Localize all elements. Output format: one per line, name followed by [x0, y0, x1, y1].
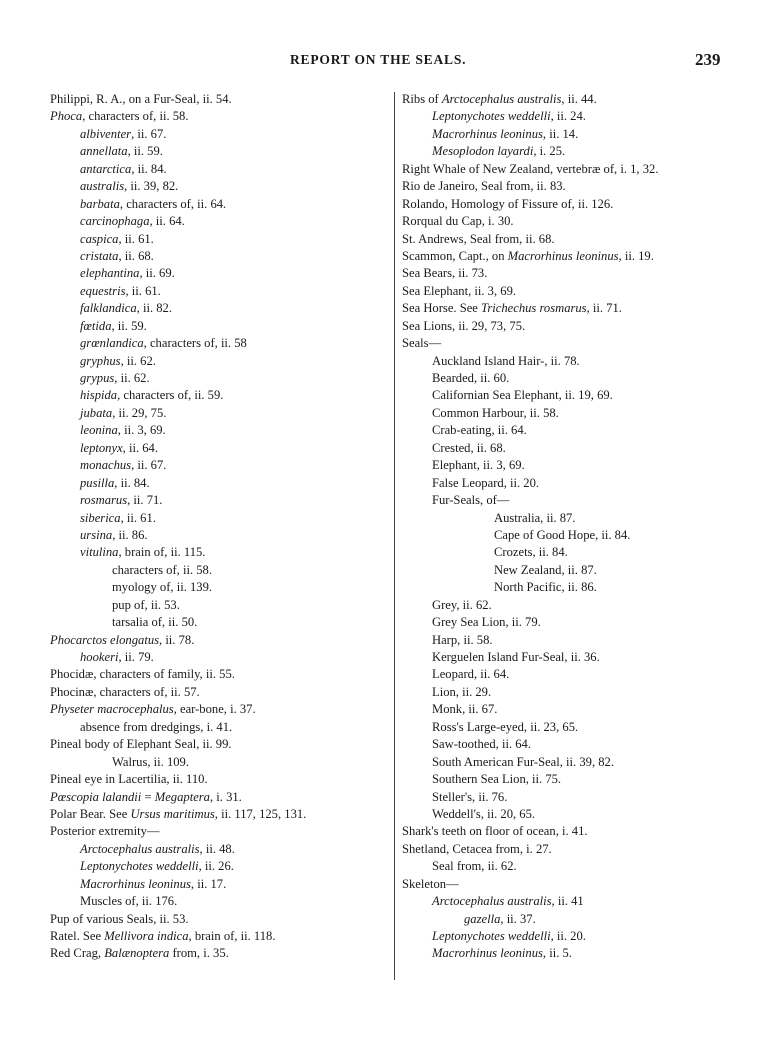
index-entry-text: North Pacific, ii. 86. [494, 580, 597, 595]
index-entry [402, 579, 747, 596]
index-entry-text: , ii. 5. [542, 946, 572, 961]
index-entry-text: Common Harbour, ii. 58. [432, 405, 559, 420]
index-entry-italic-text: Physeter macrocephalus [50, 702, 174, 717]
index-entry-italic-text: Trichechus rosmarus [481, 301, 587, 316]
index-entry-text: Ratel. See [50, 929, 105, 943]
index-entry-text: Seal from, ii. 62. [432, 859, 517, 874]
index-entry [50, 353, 388, 370]
index-entry [402, 823, 747, 840]
index-entry-text: Rorqual du Cap, i. 30. [402, 214, 514, 229]
index-entry-italic-text: antarctica [80, 161, 132, 176]
index-entry-text: , ii. 69. [139, 266, 175, 281]
index-entry-text: , ii. 48. [199, 841, 235, 856]
index-entry-italic-text: Phoca [50, 109, 83, 124]
index-entry [402, 108, 747, 125]
index-entry [402, 213, 747, 230]
index-entry [402, 283, 747, 300]
index-entry-text: Steller's, ii. 76. [432, 789, 508, 804]
index-entry-italic-text: leonina [80, 423, 118, 438]
index-entry-text: Cape of Good Hope, ii. 84. [494, 527, 631, 542]
index-entry-italic-text: Macrorhinus leoninus [507, 248, 619, 263]
index-entry [50, 876, 388, 893]
index-entry-text: Harp, ii. 58. [432, 632, 493, 647]
index-entry-text: Scammon, Capt., on [402, 248, 508, 263]
index-entry-text: Seals— [402, 336, 442, 351]
index-entry [402, 893, 747, 910]
index-entry [402, 405, 747, 422]
index-entry [50, 108, 388, 125]
index-entry-text: Shetland, Cetacea from, i. 27. [402, 841, 552, 856]
index-entry-italic-text: Leptonychotes weddelli [80, 859, 199, 874]
index-entry [50, 283, 388, 300]
index-entry [50, 684, 388, 701]
index-entry-text: Posterior extremity— [50, 824, 160, 839]
index-entry-italic-text: elephantina [80, 266, 140, 281]
index-entry-italic-text: monachus [80, 458, 132, 473]
index-entry-text: , ii. 19. [618, 248, 654, 263]
index-entry-text: Pineal eye in Lacertilia, ii. 110. [50, 772, 208, 787]
index-entry [402, 876, 747, 893]
index-entry [402, 387, 747, 404]
index-entry-text: , ii. 64. [122, 440, 159, 455]
index-entry [402, 492, 747, 509]
page-number: 239 [695, 50, 721, 69]
index-entry-text: Weddell's, ii. 20, 65. [432, 806, 536, 821]
index-entry [50, 544, 388, 561]
index-entry [50, 928, 388, 945]
index-entry-text: , ii. 61. [120, 510, 156, 525]
index-entry-italic-text: Macrorhinus leoninus [80, 876, 191, 891]
index-entry-text: absence from dredgings, i. 41. [80, 719, 233, 734]
index-entry [50, 701, 388, 718]
index-entry [402, 858, 747, 875]
index-entry-text: Philippi, R. A., on a Fur-Seal, ii. 54. [50, 92, 232, 106]
index-entry-text: , ii. 78. [159, 632, 195, 647]
index-entry [50, 579, 388, 596]
index-entry [402, 335, 747, 352]
index-entry-text: Grey Sea Lion, ii. 79. [432, 615, 541, 630]
index-entry-text: from, i. 35. [169, 946, 229, 961]
index-entry-text: Grey, ii. 62. [432, 597, 492, 612]
index-entry-italic-text: Mellivora indica [104, 929, 189, 943]
index-entry [50, 597, 388, 614]
index-entry-text: Pineal body of Elephant Seal, ii. 99. [50, 737, 232, 752]
index-entry [402, 510, 747, 527]
index-entry [402, 736, 747, 753]
index-entry [50, 422, 388, 439]
index-entry-text: , ii. 71. [586, 301, 622, 316]
index-entry [50, 806, 388, 823]
index-entry [50, 457, 388, 474]
index-entry-text: , ii. 68. [118, 248, 154, 263]
index-entry-italic-text: albiventer [80, 126, 132, 141]
index-entry-text: , ii. 71. [127, 493, 163, 508]
index-entry-text: Monk, ii. 67. [432, 702, 498, 717]
index-entry [50, 632, 388, 649]
index-entry-italic-text: Arctocephalus australis [432, 894, 552, 909]
index-entry-text: Crested, ii. 68. [432, 440, 506, 455]
index-entry-text: , ii. 29, 75. [112, 405, 167, 420]
index-entry-italic-text: Macrorhinus leoninus [432, 126, 543, 141]
index-entry [50, 231, 388, 248]
index-entry [402, 440, 747, 457]
index-entry-text: Skeleton— [402, 876, 459, 891]
index-entry-text: South American Fur-Seal, ii. 39, 82. [432, 754, 614, 769]
index-entry [402, 353, 747, 370]
index-entry-text: Polar Bear. See [50, 806, 131, 821]
index-entry-text: New Zealand, ii. 87. [494, 562, 597, 577]
index-entry-text: pup of, ii. 53. [112, 597, 180, 612]
index-entry-text: St. Andrews, Seal from, ii. 68. [402, 231, 555, 246]
running-title: REPORT ON THE SEALS. [290, 52, 467, 67]
index-entry-text: Fur-Seals, of— [432, 493, 510, 508]
index-entry-text: Phocinæ, characters of, ii. 57. [50, 684, 200, 699]
index-entry [402, 597, 747, 614]
index-entry-text: , ii. 67. [131, 126, 167, 141]
index-entry-text: , ii. 84. [131, 161, 167, 176]
index-entry [50, 614, 388, 631]
index-entry [50, 265, 388, 282]
index-entry-text: , ii. 37. [500, 911, 536, 926]
index-entry-italic-text: Mesoplodon layardi [432, 144, 534, 159]
index-entry [402, 143, 747, 160]
index-entry-italic-text: gazella [464, 911, 501, 926]
index-entry [50, 736, 388, 753]
index-entry-italic-text: jubata [80, 405, 113, 420]
index-entry-text: , ii. 14. [542, 126, 579, 141]
index-entry-italic-text: hookeri [80, 650, 119, 664]
index-entry-text: , ii. 61. [118, 231, 154, 246]
index-entry-text: , characters of, ii. 64. [119, 196, 227, 211]
index-entry [50, 789, 388, 806]
index-entry-text: Crozets, ii. 84. [494, 545, 568, 560]
index-entry-italic-text: Megaptera [154, 789, 210, 804]
index-entry [50, 248, 388, 265]
index-entry [402, 632, 747, 649]
index-entry-italic-text: Macrorhinus leoninus [432, 946, 543, 961]
index-entry [50, 213, 388, 230]
index-entry [50, 318, 388, 335]
index-entry-text: Pup of various Seals, ii. 53. [50, 911, 189, 926]
index-entry-text: Phocidæ, characters of family, ii. 55. [50, 667, 235, 682]
index-entry [50, 754, 388, 771]
page-header [0, 50, 776, 74]
index-entry-italic-text: vitulina [80, 545, 119, 560]
index-entry-text: Ribs of [402, 92, 442, 106]
index-entry [402, 231, 747, 248]
column-divider [394, 92, 395, 980]
index-entry [402, 196, 747, 213]
index-entry-text: characters of, ii. 58. [112, 562, 213, 577]
index-entry-italic-text: caspica [80, 231, 119, 246]
index-entry-italic-text: siberica [80, 510, 121, 525]
index-entry-text: Sea Lions, ii. 29, 73, 75. [402, 318, 526, 333]
index-entry [50, 405, 388, 422]
index-entry-text: Ross's Large-eyed, ii. 23, 65. [432, 719, 579, 734]
index-entry-text: , ii. 44. [561, 92, 597, 106]
index-entry [50, 858, 388, 875]
index-entry [50, 527, 388, 544]
index-entry [50, 370, 388, 387]
index-entry [402, 928, 747, 945]
index-entry [402, 719, 747, 736]
index-entry-text: , characters of, ii. 59. [117, 388, 224, 403]
index-entry-text: Elephant, ii. 3, 69. [432, 458, 525, 473]
index-entry [50, 562, 388, 579]
index-entry [402, 161, 747, 178]
index-entry [402, 178, 747, 195]
index-entry-text: , brain of, ii. 115. [118, 545, 206, 560]
index-entry-text: , ii. 117, 125, 131. [214, 806, 307, 821]
index-entry-text: Southern Sea Lion, ii. 75. [432, 772, 562, 787]
index-entry [50, 945, 388, 962]
index-entry [50, 161, 388, 178]
index-entry-italic-text: australis [80, 179, 125, 194]
index-entry-text: Muscles of, ii. 176. [80, 894, 178, 909]
index-entry-italic-text: Leptonychotes weddelli [432, 109, 551, 124]
index-entry [50, 387, 388, 404]
index-entry [50, 335, 388, 352]
index-entry-text: Rolando, Homology of Fissure of, ii. 126. [402, 196, 614, 211]
index-entry-text: , ii. 62. [114, 371, 150, 385]
index-entry [402, 457, 747, 474]
index-entry-text: Sea Bears, ii. 73. [402, 266, 488, 281]
index-entry [402, 91, 747, 108]
index-entry [50, 178, 388, 195]
index-entry-text: , ii. 86. [112, 527, 148, 542]
index-entry [402, 562, 747, 579]
index-entry-text: Crab-eating, ii. 64. [432, 423, 527, 438]
index-entry-text: Kerguelen Island Fur-Seal, ii. 36. [432, 650, 600, 664]
index-entry-italic-text: ursina [80, 527, 113, 542]
index-entry [402, 614, 747, 631]
index-entry-text: Californian Sea Elephant, ii. 19, 69. [432, 388, 613, 403]
index-entry-text: Lion, ii. 29. [432, 684, 492, 699]
index-entry [402, 701, 747, 718]
index-entry-text: , ii. 84. [114, 475, 150, 490]
index-entry [50, 719, 388, 736]
index-entry-text: , ii. 20. [550, 929, 586, 943]
index-column-right [402, 91, 747, 963]
index-entry-italic-text: barbata [80, 196, 120, 211]
index-entry-text: Right Whale of New Zealand, vertebræ of, i. 1, 32. [402, 161, 659, 176]
index-entry [50, 91, 388, 108]
index-entry [402, 666, 747, 683]
index-entry-italic-text: Arctocephalus australis [441, 92, 562, 106]
index-entry [50, 841, 388, 858]
index-entry-italic-text: pusilla [80, 475, 115, 490]
index-entry-text: myology of, ii. 139. [112, 580, 213, 595]
index-entry-italic-text: annellata [80, 144, 128, 159]
index-entry [402, 789, 747, 806]
index-entry-italic-text: carcinophaga [80, 214, 150, 229]
index-entry [402, 126, 747, 143]
index-entry [50, 126, 388, 143]
index-entry-italic-text: Balænoptera [104, 946, 170, 961]
index-entry-text: , ii. 26. [198, 859, 234, 874]
index-entry-text: , i. 31. [209, 789, 242, 804]
index-entry-text: , ii. 59. [111, 318, 147, 333]
index-entry-text: = [141, 789, 155, 804]
index-entry [50, 911, 388, 928]
index-entry-text: , ii. 79. [118, 650, 154, 664]
index-entry-text: , i. 25. [533, 144, 566, 159]
index-entry-text: Saw-toothed, ii. 64. [432, 737, 531, 752]
index-entry-italic-text: Ursus maritimus [130, 806, 215, 821]
index-entry-italic-text: hispida [80, 388, 118, 403]
index-entry-text: Red Crag, [50, 946, 105, 961]
index-entry-italic-text: grœnlandica [80, 336, 144, 351]
index-entry [402, 544, 747, 561]
index-entry-text: , ii. 3, 69. [117, 423, 166, 438]
index-entry-text: Shark's teeth on floor of ocean, i. 41. [402, 824, 588, 839]
index-column-left [50, 91, 388, 963]
index-entry [402, 771, 747, 788]
index-entry [402, 370, 747, 387]
index-entry-italic-text: fœtida [80, 318, 112, 333]
index-entry [402, 649, 747, 666]
index-entry-text: , characters of, ii. 58. [82, 109, 189, 124]
index-entry [402, 265, 747, 282]
index-entry-italic-text: rosmarus [80, 493, 128, 508]
index-entry [50, 510, 388, 527]
index-entry [402, 945, 747, 962]
index-entry [402, 806, 747, 823]
index-entry-text: , brain of, ii. 118. [188, 929, 276, 943]
index-entry [402, 475, 747, 492]
index-entry-italic-text: leptonyx [80, 440, 123, 455]
index-entry-text: Bearded, ii. 60. [432, 371, 510, 385]
index-entry-italic-text: Phocarctos elongatus [50, 632, 160, 647]
index-entry-italic-text: Leptonychotes weddelli [432, 929, 551, 943]
index-entry-text: , ii. 24. [550, 109, 586, 124]
index-entry [50, 492, 388, 509]
index-entry [50, 771, 388, 788]
index-entry [402, 911, 747, 928]
index-entry [50, 649, 388, 666]
index-entry-text: tarsalia of, ii. 50. [112, 615, 198, 630]
index-entry-text: , ii. 82. [136, 301, 173, 316]
index-entry-text: , characters of, ii. 58 [143, 336, 247, 351]
index-entry [402, 248, 747, 265]
index-entry [50, 666, 388, 683]
index-entry-italic-text: Pœscopia lalandii [50, 789, 142, 804]
index-entry-text: False Leopard, ii. 20. [432, 475, 540, 490]
index-entry-text: , ii. 59. [127, 144, 163, 159]
index-entry-text: , ii. 39, 82. [124, 179, 179, 194]
index-entry-text: Leopard, ii. 64. [432, 667, 510, 682]
index-entry-text: Sea Horse. See [402, 301, 482, 316]
index-entry [50, 440, 388, 457]
index-entry [402, 527, 747, 544]
index-entry-text: , ii. 17. [190, 876, 227, 891]
index-entry-italic-text: grypus [80, 371, 115, 385]
index-entry-text: , ii. 67. [131, 458, 167, 473]
index-entry-italic-text: cristata [80, 248, 119, 263]
index-entry [402, 754, 747, 771]
index-entry [402, 300, 747, 317]
index-entry-text: Rio de Janeiro, Seal from, ii. 83. [402, 179, 566, 194]
index-entry-text: Sea Elephant, ii. 3, 69. [402, 283, 517, 298]
index-entry-text: , ear-bone, i. 37. [173, 702, 256, 717]
index-entry-italic-text: Arctocephalus australis [80, 841, 200, 856]
index-entry [50, 823, 388, 840]
index-entry [402, 422, 747, 439]
index-entry-text: Auckland Island Hair-, ii. 78. [432, 353, 580, 368]
index-entry-text: Australia, ii. 87. [494, 510, 576, 525]
index-entry-text: , ii. 61. [125, 283, 161, 298]
index-entry-italic-text: falklandica [80, 301, 137, 316]
index-entry [50, 893, 388, 910]
index-entry-text: Walrus, ii. 109. [112, 754, 189, 769]
index-entry-italic-text: gryphus [80, 353, 121, 368]
index-entry [50, 196, 388, 213]
index-entry [402, 318, 747, 335]
index-entry [402, 684, 747, 701]
index-entry-italic-text: equestris [80, 283, 126, 298]
index-entry-text: , ii. 64. [149, 214, 185, 229]
index-entry-text: , ii. 62. [120, 353, 156, 368]
index-entry [50, 300, 388, 317]
index-entry [402, 841, 747, 858]
index-entry-text: , ii. 41 [551, 894, 584, 909]
index-entry [50, 475, 388, 492]
index-entry [50, 143, 388, 160]
